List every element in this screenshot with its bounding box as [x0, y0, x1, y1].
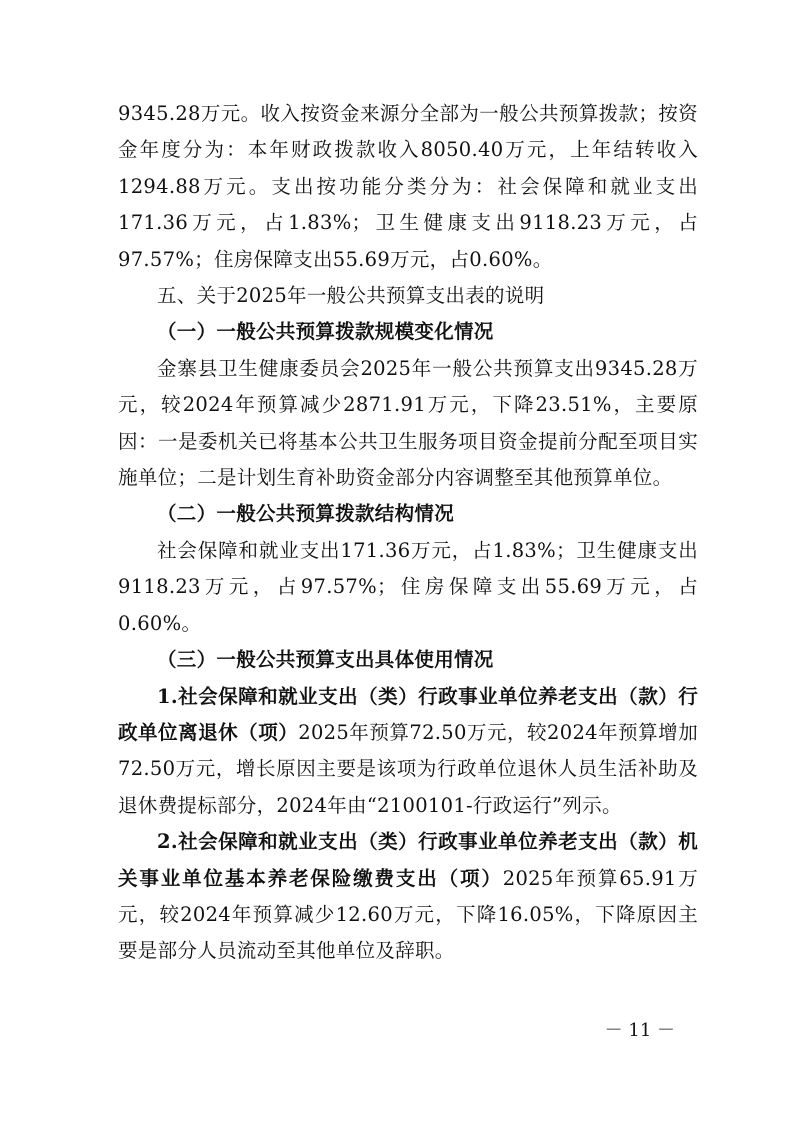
body-text [118, 96, 698, 970]
subheading-scale-change: （一）一般公共预算拨款规模变化情况 [157, 320, 494, 344]
item-1-text: 2025年预算72.50万元，较2024年预算增加72.50万元，增长原因主要是该项为行政单位退休人员生活补助及退休费提标部分，2024年由“2100101-行政运行”列示。 [118, 720, 699, 817]
subheading-structure: （二）一般公共预算拨款结构情况 [157, 502, 455, 526]
subheading-usage: （三）一般公共预算支出具体使用情况 [157, 648, 494, 672]
paragraph-revenue-summary: 9345.28万元。收入按资金来源分全部为一般公共预算拨款；按资金年度分为：本年财政拨款收入8050.40万元，上年结转收入1294.88万元。支出按功能分类分为：社会保障和就业支出171.36万元，占1.83%；卫生健康支出9118.23万元，占97.57%；住房保障支出55.69万元，占0.60%。 [118, 102, 698, 271]
paragraph-structure: 社会保障和就业支出171.36万元，占1.83%；卫生健康支出9118.23万元，占97.57%；住房保障支出55.69万元，占0.60%。 [118, 538, 698, 635]
page-number: － 11 － [604, 1020, 675, 1041]
paragraph-item-1 [118, 679, 698, 825]
paragraph-scale-change: 金寨县卫生健康委员会2025年一般公共预算支出9345.28万元，较2024年预算减少2871.91万元，下降23.51%，主要原因：一是委机关已将基本公共卫生服务项目资金提前分配至项目实施单位；二是计划生育补助资金部分内容调整至其他预算单位。 [118, 356, 698, 490]
section-heading-5: 五、关于2025年一般公共预算支出表的说明 [157, 284, 545, 308]
item-2-text: 2025年预算65.91万元，较2024年预算减少12.60万元，下降16.05%，下降原因主要是部分人员流动至其他单位及辞职。 [118, 866, 698, 963]
paragraph-item-2 [118, 824, 698, 970]
item-2-title: 2.社会保障和就业支出（类）行政事业单位养老支出（款）机关事业单位基本养老保险缴费支出（项） [118, 830, 698, 890]
item-1-title: 1.社会保障和就业支出（类）行政事业单位养老支出（款）行政单位离退休（项） [118, 684, 698, 744]
